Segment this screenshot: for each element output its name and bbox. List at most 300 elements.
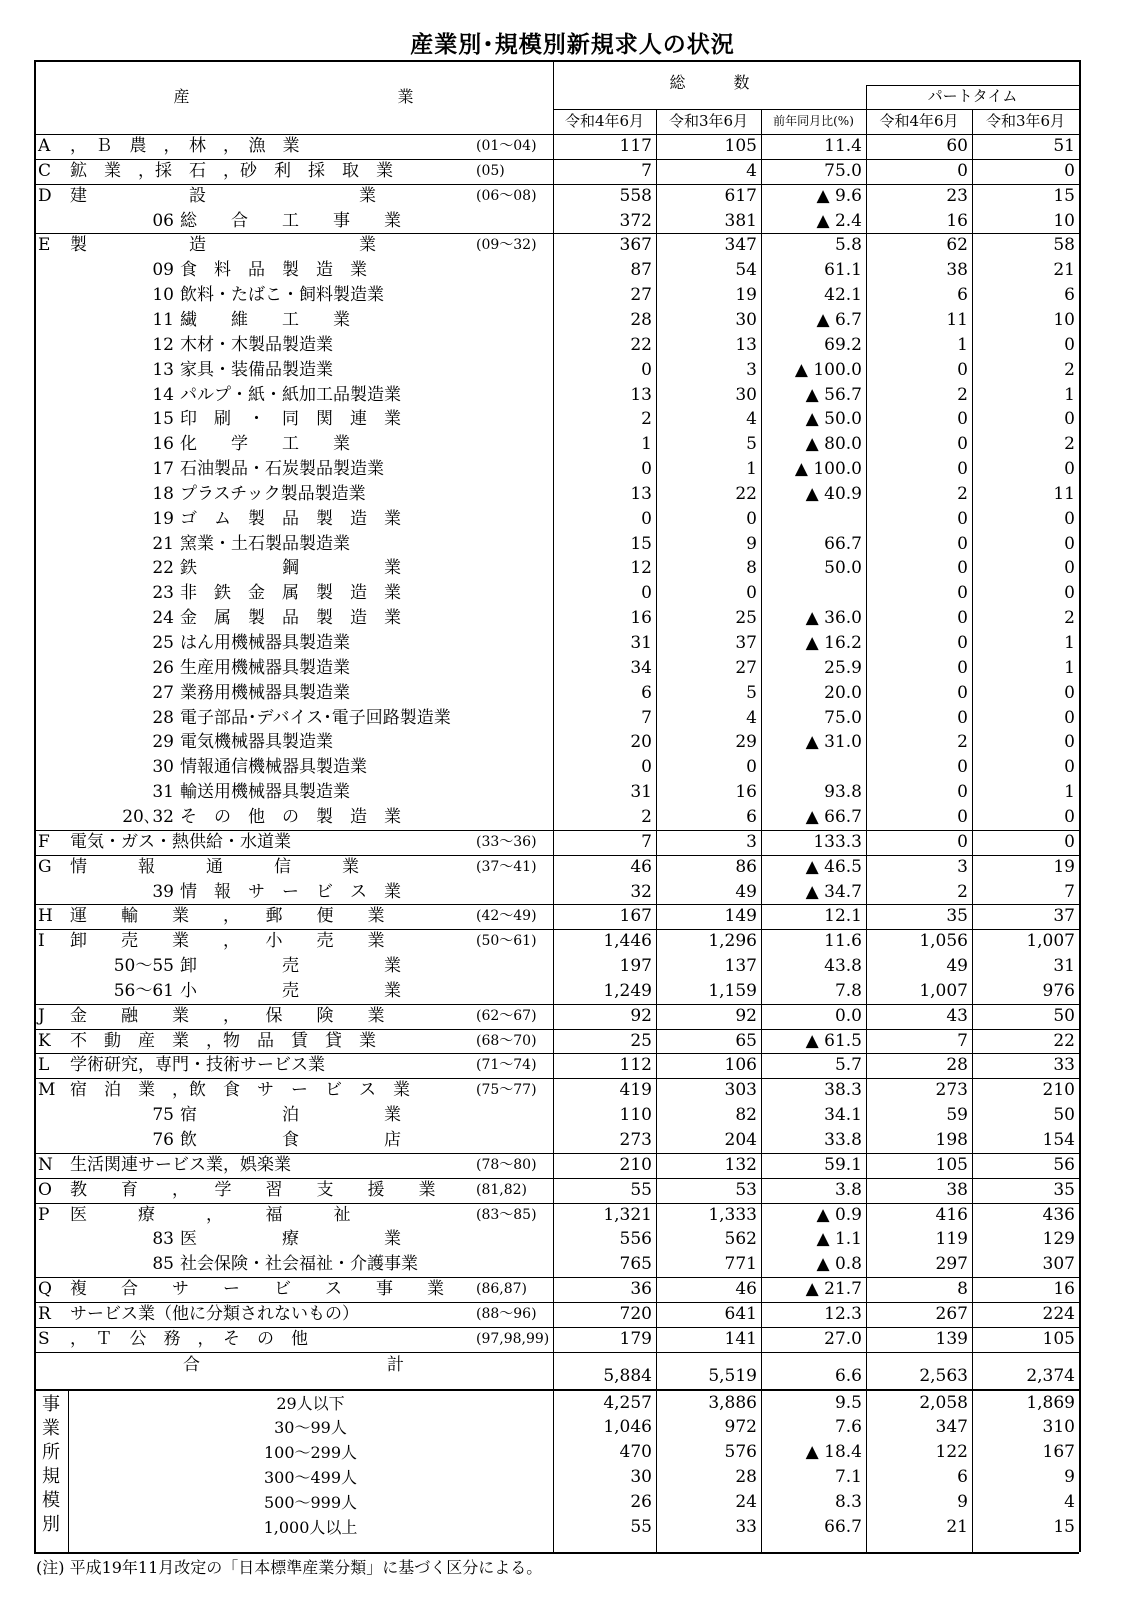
industry-name: 電子部品･デバイス･電子回路製造業 [180,707,451,728]
value-cell: 0 [1064,409,1075,430]
sub-code: 29 [152,732,174,753]
value-cell: 22 [630,334,652,355]
value-cell: 976 [1042,980,1075,1001]
value-cell: 1 [1064,633,1075,653]
value-cell: 35 [1053,1179,1075,1200]
value-cell: 12.3 [824,1303,862,1324]
value-cell: 347 [724,235,757,256]
value-cell: 11 [1053,483,1075,504]
industry-code: (75～77) [476,1082,537,1099]
value-cell: 1,321 [603,1204,652,1225]
value-cell: 11 [946,309,968,330]
value-cell: 23 [946,185,968,206]
value-cell: 0 [1064,707,1075,728]
value-cell: 31 [1053,956,1075,977]
value-cell: 54 [735,260,757,281]
value-cell: 110 [619,1105,652,1126]
value-cell: 28 [735,1467,757,1488]
value-cell: 210 [1042,1080,1075,1101]
value-cell: 419 [619,1080,652,1101]
industry-name: 飲料・たばこ・飼料製造業 [180,285,384,306]
sub-code: 30 [152,757,174,778]
value-cell: 1 [1064,384,1075,405]
value-cell: 0 [957,757,968,778]
value-cell: 310 [1042,1417,1075,1438]
value-cell: 12.1 [824,906,862,927]
value-cell: 112 [619,1055,652,1076]
value-cell: 1,056 [919,931,968,952]
column-header: 令和3年6月 [668,112,749,130]
value-cell: 5 [746,682,757,703]
value-cell: 16 [735,782,757,803]
value-cell: 75.0 [824,160,862,181]
value-cell: 2,058 [919,1392,968,1413]
value-cell: 2 [1064,434,1075,455]
industry-name: 飲 食 店 [180,1130,401,1150]
sub-code: 50～55 [113,956,174,977]
industry-name: 情 報 サ ー ビ ス 業 [180,881,401,902]
row-divider [34,1552,1079,1554]
value-cell: 5.8 [834,235,862,256]
footnote: (注) 平成19年11月改定の「日本標準産業分類」に基づく区分による。 [36,1558,543,1577]
industry-code: (68～70) [476,1032,537,1049]
value-cell: 0 [957,160,968,181]
value-cell: ▲ 34.7 [805,881,862,902]
value-cell: 11.6 [824,931,862,952]
value-cell: 20 [630,732,652,753]
value-cell: 0 [957,459,968,480]
value-cell: 86 [735,856,757,877]
industry-letter: G [38,856,52,877]
value-cell: ▲ 100.0 [794,359,862,380]
column-divider [866,85,867,109]
value-cell: 562 [724,1229,757,1250]
value-cell: 16 [630,608,652,629]
value-cell: 36 [630,1279,652,1300]
sub-code: 25 [152,633,174,653]
value-cell: 106 [724,1055,757,1076]
value-cell: ▲ 66.7 [805,806,862,827]
value-cell: 69.2 [824,334,862,355]
size-row-label: 300～499人 [263,1468,358,1488]
value-cell: 20.0 [824,682,862,703]
value-cell: 50.0 [824,558,862,579]
sub-code: 24 [152,608,174,629]
value-cell: 11.4 [824,136,862,156]
industry-name: 電気・ガス・熱供給・水道業 [70,831,291,852]
industry-name: 家具・装備品製造業 [180,359,333,380]
industry-name: サービス業（他に分類されないもの） [70,1303,359,1324]
value-cell: ▲ 0.9 [816,1204,862,1225]
value-cell: 416 [935,1204,968,1225]
industry-name: 化 学 工 業 [180,434,350,455]
value-cell: 7 [957,1030,968,1051]
value-cell: 43.8 [824,956,862,977]
value-cell: 381 [724,210,757,231]
row-divider [866,85,1079,86]
value-cell: 1,296 [708,931,757,952]
value-cell: 0 [957,359,968,380]
sub-code: 76 [152,1130,174,1150]
industry-letter: E [38,235,51,256]
value-cell: 16 [1053,1279,1075,1300]
industry-code: (62～67) [476,1007,537,1024]
value-cell: 0 [1064,160,1075,181]
column-header: 前年同月比(%) [773,114,854,128]
total-label: 合 計 [183,1354,404,1375]
value-cell: 9 [1064,1467,1075,1488]
value-cell: 56 [1053,1154,1075,1175]
sub-code: 39 [152,881,174,902]
value-cell: 26 [630,1491,652,1512]
size-row-label: 100～299人 [263,1443,358,1463]
value-cell: 0 [1064,334,1075,355]
industry-code: (05) [476,162,505,179]
value-cell: 0 [1064,533,1075,554]
value-cell: 1 [746,459,757,480]
industry-name: そ の 他 の 製 造 業 [180,806,401,827]
industry-letter: H [38,906,53,927]
industry-name: 情 報 通 信 業 [70,856,359,877]
value-cell: 6 [641,682,652,703]
industry-letter: K [38,1030,51,1051]
value-cell: 38.3 [824,1080,862,1101]
value-cell: 1,249 [603,980,652,1001]
sub-code: 56～61 [113,980,174,1001]
column-divider [34,60,36,1552]
value-cell: 61.1 [824,260,862,281]
value-cell: 0.0 [834,1005,862,1026]
value-cell: 7.1 [834,1467,862,1488]
value-cell: 92 [630,1005,652,1026]
sub-code: 23 [152,583,174,604]
value-cell: 27.0 [824,1328,862,1349]
value-cell: 75.0 [824,707,862,728]
industry-name: プラスチック製品製造業 [180,483,366,504]
value-cell: 4 [746,707,757,728]
size-row-label: 500～999人 [263,1492,358,1512]
industry-name: 鉄 鋼 業 [180,558,401,579]
industry-code: (78～80) [476,1156,537,1173]
value-cell: 5,884 [603,1365,652,1386]
industry-name: 小 売 業 [180,980,401,1001]
value-cell: 137 [724,956,757,977]
industry-name: 食 料 品 製 造 業 [180,260,367,281]
value-cell: 2 [957,384,968,405]
value-cell: 0 [746,583,757,604]
value-cell: 0 [957,409,968,430]
value-cell: 0 [1064,508,1075,529]
industry-name: 金 属 製 品 製 造 業 [180,608,401,629]
value-cell: 167 [619,906,652,927]
value-cell: 93.8 [824,782,862,803]
value-cell: 972 [724,1417,757,1438]
value-cell: 1 [957,334,968,355]
industry-code: (50～61) [476,933,537,950]
value-cell: 0 [957,806,968,827]
value-cell: 29 [735,732,757,753]
value-cell: 58 [1053,235,1075,256]
value-cell: 1,333 [708,1204,757,1225]
sub-code: 15 [152,409,174,430]
value-cell: 4 [746,160,757,181]
value-cell: 13 [630,384,652,405]
industry-code: (86,87) [476,1281,528,1298]
industry-letter: S [38,1328,50,1349]
page-title: 産業別･規模別新規求人の状況 [410,32,735,58]
value-cell: 129 [1042,1229,1075,1250]
value-cell: 34.1 [824,1105,862,1126]
sub-code: 83 [152,1229,174,1250]
value-cell: 307 [1042,1254,1075,1275]
value-cell: 105 [724,136,757,156]
value-cell [761,507,862,532]
sub-code: 85 [152,1254,174,1275]
industry-name: 金 融 業 ， 保 険 業 [70,1005,385,1026]
industry-code: (42～49) [476,908,537,925]
value-cell: 25.9 [824,657,862,678]
value-cell: 0 [1064,558,1075,579]
value-cell: 2 [641,806,652,827]
industry-name: 卸 売 業 [180,956,401,977]
industry-name: 建 設 業 [70,185,376,206]
value-cell: 38 [946,1179,968,1200]
value-cell: 149 [724,906,757,927]
sub-code: 31 [152,782,174,803]
industry-header: 産 業 [173,87,414,106]
industry-name: 製 造 業 [70,235,376,256]
industry-code: (09～32) [476,237,537,254]
value-cell: 19 [1053,856,1075,877]
value-cell: 12 [630,558,652,579]
value-cell: ▲ 2.4 [816,210,862,231]
sub-code: 10 [152,285,174,306]
value-cell: ▲ 16.2 [805,633,862,653]
value-cell: 3 [746,359,757,380]
value-cell: 556 [619,1229,652,1250]
industry-name: 生活関連サービス業，娯楽業 [70,1154,291,1175]
industry-name: 生産用機械器具製造業 [180,657,350,678]
industry-name: 輸送用機械器具製造業 [180,782,350,803]
sub-code: 18 [152,483,174,504]
value-cell: 1 [1064,782,1075,803]
industry-name: 窯業・土石製品製造業 [180,533,350,554]
value-cell: 224 [1042,1303,1075,1324]
value-cell: 0 [1064,459,1075,480]
value-cell: 0 [957,633,968,653]
value-cell: 7.6 [834,1417,862,1438]
value-cell: 9 [746,533,757,554]
sub-code: 09 [152,260,174,281]
value-cell: 2 [1064,608,1075,629]
value-cell: 0 [957,782,968,803]
value-cell: 8 [746,558,757,579]
value-cell: 132 [724,1154,757,1175]
value-cell: 154 [1042,1130,1075,1150]
value-cell: 119 [935,1229,968,1250]
value-cell: 2 [957,483,968,504]
value-cell: 33 [735,1516,757,1537]
value-cell: 87 [630,260,652,281]
value-cell: 15 [1053,185,1075,206]
value-cell: 0 [641,757,652,778]
industry-letter: N [38,1154,53,1175]
value-cell: 3,886 [708,1392,757,1413]
value-cell: ▲ 56.7 [805,384,862,405]
industry-name: 木材・木製品製造業 [180,334,333,355]
value-cell: 0 [957,558,968,579]
value-cell: 0 [957,434,968,455]
industry-code: (71～74) [476,1057,537,1074]
value-cell: 1,446 [603,931,652,952]
industry-letter: J [38,1005,45,1026]
value-cell: 558 [619,185,652,206]
value-cell: 1 [641,434,652,455]
industry-name: 電気機械器具製造業 [180,732,333,753]
value-cell: 49 [946,956,968,977]
value-cell: 0 [1064,831,1075,852]
value-cell: 13 [630,483,652,504]
value-cell: 7 [641,707,652,728]
column-header: 令和4年6月 [879,112,959,130]
size-row-label: 30～99人 [274,1418,347,1438]
value-cell: 436 [1042,1204,1075,1225]
industry-letter: M [38,1080,56,1101]
value-cell: 38 [946,260,968,281]
value-cell: 19 [735,285,757,306]
value-cell: 1,869 [1026,1392,1075,1413]
value-cell: 0 [1064,806,1075,827]
value-cell: ▲ 21.7 [805,1279,862,1300]
value-cell: 6 [1064,285,1075,306]
value-cell: 297 [935,1254,968,1275]
industry-name: パルプ・紙・紙加工品製造業 [180,384,401,405]
industry-name: 印 刷 ・ 同 関 連 業 [180,409,401,430]
value-cell: 60 [946,136,968,156]
value-cell: 7 [641,160,652,181]
industry-name: 医 療 業 [180,1229,401,1250]
value-cell: 117 [619,136,652,156]
value-cell: 347 [935,1417,968,1438]
value-cell: 765 [619,1254,652,1275]
value-cell: 3 [746,831,757,852]
value-cell: 7 [641,831,652,852]
sub-code: 11 [152,309,174,330]
value-cell: 0 [641,359,652,380]
value-cell: 576 [724,1442,757,1463]
value-cell: 25 [630,1030,652,1051]
value-cell: 50 [1053,1105,1075,1126]
value-cell: 0 [957,583,968,604]
industry-name: 総 合 工 事 業 [180,210,401,231]
industry-name: ， Ｂ 農 ， 林 ， 漁 業 [70,136,300,156]
value-cell: 210 [619,1154,652,1175]
value-cell: 6 [957,1467,968,1488]
industry-name: 運 輸 業 ， 郵 便 業 [70,906,385,927]
value-cell: 66.7 [824,533,862,554]
industry-letter: R [38,1303,51,1324]
industry-letter: I [38,931,45,952]
value-cell: 5.7 [834,1055,862,1076]
size-row-label: 29人以下 [276,1393,345,1413]
value-cell: 303 [724,1080,757,1101]
value-cell: ▲ 50.0 [805,409,862,430]
value-cell: 9.5 [834,1392,862,1413]
industry-letter: D [38,185,52,206]
industry-letter: L [38,1055,50,1076]
industry-code: (06～08) [476,187,537,204]
value-cell: 0 [746,508,757,529]
industry-code: (81,82) [476,1181,528,1198]
value-cell: 55 [630,1516,652,1537]
sub-code: 21 [152,533,174,554]
value-cell: 31 [630,782,652,803]
value-cell: 53 [735,1179,757,1200]
industry-name: はん用機械器具製造業 [180,633,350,653]
value-cell: 167 [1042,1442,1075,1463]
value-cell: ▲ 31.0 [805,732,862,753]
value-cell: 82 [735,1105,757,1126]
value-cell: 7.8 [834,980,862,1001]
value-cell: 35 [946,906,968,927]
value-cell: 37 [735,633,757,653]
value-cell: 66.7 [824,1516,862,1537]
value-cell: 641 [724,1303,757,1324]
sub-code: 19 [152,508,174,529]
column-header: 令和3年6月 [985,112,1066,130]
industry-name: 石油製品・石炭製品製造業 [180,459,384,480]
value-cell: 92 [735,1005,757,1026]
size-label: 事業所規模別 [42,1393,60,1535]
sub-code: 06 [152,210,174,231]
industry-letter: P [38,1204,50,1225]
value-cell: 139 [935,1328,968,1349]
value-cell: 2,563 [919,1365,968,1386]
value-cell: 122 [935,1442,968,1463]
value-cell: 46 [630,856,652,877]
value-cell: 0 [641,583,652,604]
column-divider [1079,60,1081,1552]
statistics-table [34,60,1079,1552]
industry-name: 宿 泊 業 ，飲 食 サ ー ビ ス 業 [70,1080,410,1101]
value-cell: 0 [1064,757,1075,778]
value-cell: 22 [735,483,757,504]
value-cell: 0 [1064,583,1075,604]
value-cell: 62 [946,235,968,256]
sub-code: 12 [152,334,174,355]
value-cell: 2 [641,409,652,430]
value-cell: 267 [935,1303,968,1324]
value-cell: 0 [641,508,652,529]
industry-name: 卸 売 業 ， 小 売 業 [70,931,385,952]
value-cell [761,755,862,780]
value-cell: 0 [957,657,968,678]
value-cell: 13 [735,334,757,355]
value-cell: 470 [619,1442,652,1463]
value-cell: 273 [935,1080,968,1101]
value-cell: 21 [1053,260,1075,281]
parttime-header: パートタイム [927,87,1018,105]
value-cell: 179 [619,1328,652,1349]
value-cell: 55 [630,1179,652,1200]
value-cell: 42.1 [824,285,862,306]
value-cell: 2,374 [1026,1365,1075,1386]
value-cell: 3.8 [834,1179,862,1200]
value-cell: ▲ 46.5 [805,856,862,877]
value-cell: 4 [746,409,757,430]
value-cell: 0 [746,757,757,778]
total-header: 総 数 [669,73,750,92]
